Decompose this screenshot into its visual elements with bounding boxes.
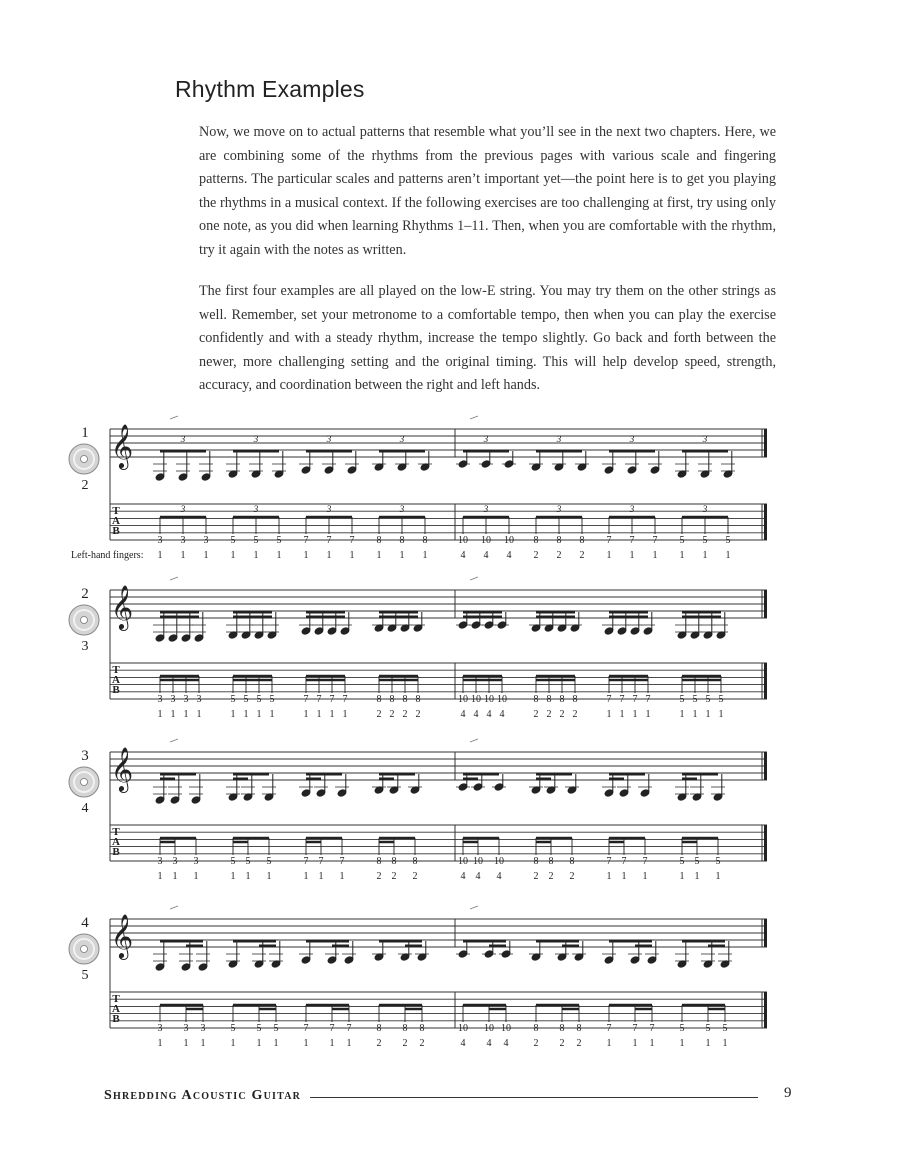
finger-number: 4 bbox=[475, 871, 481, 882]
intro-paragraph: Now, we move on to actual patterns that resemble what you’ll see in the next two chapters. Here, we are combining some of the rhythms from the previous pages with various scale and fingering patterns. The particular scales and patterns aren’t important yet—the point here is to get you playing the rhythms in a musical context. If the following exercises are too challenging at first, try using only one note, as you did when learning Rhythms 1–11. Then, when you are comfortable with the rhythm, try it again with the notes as written. bbox=[199, 124, 776, 258]
finger-number: 1 bbox=[196, 709, 202, 720]
tab-letter-a: A bbox=[112, 1003, 120, 1015]
finger-number: 1 bbox=[606, 1038, 612, 1049]
tab-letter-b: B bbox=[112, 846, 120, 858]
fret-number: 7 bbox=[606, 535, 612, 546]
final-barline-thick bbox=[764, 590, 767, 618]
fret-number: 10 bbox=[497, 694, 507, 705]
finger-number: 1 bbox=[722, 1038, 728, 1049]
fret-number: 7 bbox=[316, 694, 322, 705]
tab-letter-t: T bbox=[112, 826, 120, 838]
finger-number: 1 bbox=[203, 550, 209, 561]
fret-number: 8 bbox=[412, 856, 418, 867]
fret-number: 8 bbox=[576, 1023, 582, 1034]
final-barline-thick bbox=[764, 825, 767, 861]
fret-number: 3 bbox=[200, 1023, 206, 1034]
finger-number: 2 bbox=[376, 871, 382, 882]
fret-number: 3 bbox=[180, 535, 186, 546]
fret-number: 8 bbox=[419, 1023, 425, 1034]
finger-number: 1 bbox=[200, 1038, 206, 1049]
finger-number: 1 bbox=[342, 709, 348, 720]
fret-number: 10 bbox=[481, 535, 491, 546]
fret-number: 8 bbox=[422, 535, 428, 546]
finger-number: 1 bbox=[329, 709, 335, 720]
tab-letter-b: B bbox=[112, 525, 120, 537]
final-barline-thick bbox=[764, 992, 767, 1028]
fret-number: 10 bbox=[473, 856, 483, 867]
finger-number: 1 bbox=[725, 550, 731, 561]
finger-number: 1 bbox=[694, 871, 700, 882]
fret-number: 3 bbox=[170, 694, 176, 705]
fret-number: 7 bbox=[303, 694, 309, 705]
final-barline-thick bbox=[764, 429, 767, 457]
fret-number: 10 bbox=[484, 694, 494, 705]
fret-number: 8 bbox=[402, 1023, 408, 1034]
fret-number: 8 bbox=[533, 535, 539, 546]
position-marker bbox=[170, 416, 178, 419]
fret-number: 7 bbox=[339, 856, 345, 867]
fret-number: 7 bbox=[303, 535, 309, 546]
fret-number: 7 bbox=[629, 535, 635, 546]
finger-number: 2 bbox=[546, 709, 552, 720]
fret-number: 10 bbox=[504, 535, 514, 546]
finger-number: 2 bbox=[579, 550, 585, 561]
position-marker bbox=[170, 577, 178, 580]
treble-clef: 𝄞 bbox=[110, 749, 134, 791]
finger-number: 1 bbox=[339, 871, 345, 882]
tab-letter-b: B bbox=[112, 1013, 120, 1025]
finger-number: 1 bbox=[269, 709, 275, 720]
treble-clef: 𝄞 bbox=[110, 426, 134, 468]
fret-number: 5 bbox=[276, 535, 282, 546]
tab-letter-a: A bbox=[112, 674, 120, 686]
fret-number: 8 bbox=[559, 694, 565, 705]
finger-number: 1 bbox=[256, 709, 262, 720]
finger-number: 1 bbox=[316, 709, 322, 720]
finger-number: 1 bbox=[705, 1038, 711, 1049]
finger-number: 2 bbox=[533, 871, 539, 882]
finger-number: 1 bbox=[715, 871, 721, 882]
finger-number: 1 bbox=[157, 709, 163, 720]
fret-number: 5 bbox=[256, 694, 262, 705]
cd-icon-hole bbox=[81, 456, 88, 463]
finger-number: 1 bbox=[183, 1038, 189, 1049]
finger-number: 2 bbox=[402, 709, 408, 720]
fret-number: 5 bbox=[679, 535, 685, 546]
tab-triplet-number: 3 bbox=[399, 504, 405, 514]
position-marker bbox=[470, 739, 478, 742]
final-barline-thick bbox=[764, 504, 767, 540]
fret-number: 5 bbox=[230, 535, 236, 546]
fret-number: 3 bbox=[157, 694, 163, 705]
tab-letter-a: A bbox=[112, 836, 120, 848]
finger-number: 1 bbox=[629, 550, 635, 561]
finger-number: 4 bbox=[460, 871, 466, 882]
triplet-number: 3 bbox=[180, 434, 186, 444]
fret-number: 5 bbox=[692, 694, 698, 705]
finger-number: 2 bbox=[548, 871, 554, 882]
fret-number: 7 bbox=[349, 535, 355, 546]
finger-number: 4 bbox=[506, 550, 512, 561]
fret-number: 7 bbox=[645, 694, 651, 705]
fret-number: 7 bbox=[303, 1023, 309, 1034]
position-marker bbox=[170, 906, 178, 909]
tab-letter-a: A bbox=[112, 515, 120, 527]
cd-icon-hole bbox=[81, 779, 88, 786]
fret-number: 3 bbox=[183, 694, 189, 705]
track-number: 5 bbox=[81, 968, 89, 983]
fret-number: 8 bbox=[376, 535, 382, 546]
finger-number: 1 bbox=[172, 871, 178, 882]
finger-number: 2 bbox=[533, 709, 539, 720]
finger-number: 1 bbox=[632, 1038, 638, 1049]
fret-number: 5 bbox=[718, 694, 724, 705]
finger-number: 1 bbox=[303, 1038, 309, 1049]
fret-number: 5 bbox=[705, 1023, 711, 1034]
finger-number: 1 bbox=[718, 709, 724, 720]
fret-number: 7 bbox=[649, 1023, 655, 1034]
finger-number: 1 bbox=[679, 1038, 685, 1049]
fret-number: 5 bbox=[269, 694, 275, 705]
fret-number: 5 bbox=[230, 1023, 236, 1034]
finger-number: 2 bbox=[559, 709, 565, 720]
finger-number: 4 bbox=[460, 709, 466, 720]
triplet-number: 3 bbox=[253, 434, 259, 444]
finger-number: 4 bbox=[473, 709, 479, 720]
finger-number: 4 bbox=[460, 550, 466, 561]
fret-number: 10 bbox=[458, 535, 468, 546]
finger-number: 2 bbox=[402, 1038, 408, 1049]
fret-number: 10 bbox=[471, 694, 481, 705]
fret-number: 8 bbox=[533, 1023, 539, 1034]
fret-number: 5 bbox=[679, 694, 685, 705]
triplet-number: 3 bbox=[702, 434, 708, 444]
fret-number: 7 bbox=[606, 856, 612, 867]
footer-book-title: Shredding Acoustic Guitar bbox=[104, 1088, 302, 1103]
page-number: 9 bbox=[784, 1085, 792, 1101]
fret-number: 5 bbox=[694, 856, 700, 867]
fret-number: 5 bbox=[725, 535, 731, 546]
fret-number: 5 bbox=[702, 535, 708, 546]
finger-number: 1 bbox=[266, 871, 272, 882]
fret-number: 7 bbox=[303, 856, 309, 867]
fret-number: 5 bbox=[679, 856, 685, 867]
finger-number: 1 bbox=[230, 1038, 236, 1049]
example-number: 2 bbox=[81, 586, 89, 602]
finger-number: 1 bbox=[303, 871, 309, 882]
fret-number: 5 bbox=[253, 535, 259, 546]
final-barline-thick bbox=[764, 919, 767, 947]
fret-number: 5 bbox=[679, 1023, 685, 1034]
fret-number: 7 bbox=[642, 856, 648, 867]
fret-number: 5 bbox=[705, 694, 711, 705]
finger-number: 1 bbox=[645, 709, 651, 720]
finger-number: 1 bbox=[157, 550, 163, 561]
fret-number: 8 bbox=[402, 694, 408, 705]
position-marker bbox=[470, 906, 478, 909]
fret-number: 7 bbox=[326, 535, 332, 546]
finger-number: 2 bbox=[556, 550, 562, 561]
fret-number: 10 bbox=[484, 1023, 494, 1034]
fret-number: 3 bbox=[196, 694, 202, 705]
fret-number: 10 bbox=[458, 694, 468, 705]
finger-number: 1 bbox=[273, 1038, 279, 1049]
finger-number: 1 bbox=[329, 1038, 335, 1049]
finger-number: 2 bbox=[419, 1038, 425, 1049]
finger-number: 1 bbox=[276, 550, 282, 561]
finger-number: 1 bbox=[243, 709, 249, 720]
instructions-paragraph: The first four examples are all played on the low-E string. You may try them on the other strings as well. Remember, set your metronome to a comfortable tempo, then when you can play the exercise confidently and with a steady rhythm, increase the tempo slightly. Go back and forth between the newer, more challenging setting and the original timing. This will help develop speed, strength, accuracy, and coordination between the right and left hands. bbox=[199, 283, 776, 393]
finger-number: 2 bbox=[533, 1038, 539, 1049]
fret-number: 5 bbox=[230, 694, 236, 705]
finger-number: 1 bbox=[702, 550, 708, 561]
fret-number: 10 bbox=[458, 856, 468, 867]
finger-number: 2 bbox=[572, 709, 578, 720]
finger-number: 1 bbox=[679, 709, 685, 720]
fret-number: 3 bbox=[193, 856, 199, 867]
fret-number: 7 bbox=[606, 1023, 612, 1034]
finger-number: 4 bbox=[483, 550, 489, 561]
finger-number: 1 bbox=[649, 1038, 655, 1049]
finger-number: 1 bbox=[180, 550, 186, 561]
cd-icon-hole bbox=[81, 946, 88, 953]
fret-number: 5 bbox=[722, 1023, 728, 1034]
tab-letter-t: T bbox=[112, 505, 120, 517]
triplet-number: 3 bbox=[629, 434, 635, 444]
finger-number: 1 bbox=[621, 871, 627, 882]
final-barline-thick bbox=[764, 663, 767, 699]
fret-number: 3 bbox=[157, 856, 163, 867]
track-number: 2 bbox=[81, 478, 89, 493]
fret-number: 5 bbox=[715, 856, 721, 867]
fret-number: 7 bbox=[342, 694, 348, 705]
finger-number: 4 bbox=[499, 709, 505, 720]
fret-number: 8 bbox=[376, 1023, 382, 1034]
finger-number: 2 bbox=[412, 871, 418, 882]
finger-number: 1 bbox=[422, 550, 428, 561]
triplet-number: 3 bbox=[326, 434, 332, 444]
finger-number: 2 bbox=[389, 709, 395, 720]
finger-number: 1 bbox=[256, 1038, 262, 1049]
cd-icon-hole bbox=[81, 617, 88, 624]
finger-number: 1 bbox=[183, 709, 189, 720]
fret-number: 8 bbox=[389, 694, 395, 705]
finger-number: 1 bbox=[230, 709, 236, 720]
treble-clef: 𝄞 bbox=[110, 916, 134, 958]
footer-rule bbox=[310, 1097, 758, 1098]
finger-number: 1 bbox=[193, 871, 199, 882]
finger-number: 1 bbox=[399, 550, 405, 561]
track-number: 4 bbox=[81, 801, 89, 816]
fret-number: 8 bbox=[559, 1023, 565, 1034]
fret-number: 7 bbox=[619, 694, 625, 705]
fret-number: 7 bbox=[318, 856, 324, 867]
triplet-number: 3 bbox=[399, 434, 405, 444]
fret-number: 3 bbox=[172, 856, 178, 867]
fret-number: 7 bbox=[329, 694, 335, 705]
finger-number: 2 bbox=[376, 1038, 382, 1049]
tab-triplet-number: 3 bbox=[629, 504, 635, 514]
finger-number: 1 bbox=[606, 709, 612, 720]
tab-triplet-number: 3 bbox=[253, 504, 259, 514]
finger-number: 4 bbox=[486, 1038, 492, 1049]
finger-number: 1 bbox=[705, 709, 711, 720]
tab-triplet-number: 3 bbox=[702, 504, 708, 514]
finger-number: 4 bbox=[486, 709, 492, 720]
finger-number: 1 bbox=[303, 709, 309, 720]
triplet-number: 3 bbox=[483, 434, 489, 444]
finger-number: 2 bbox=[376, 709, 382, 720]
tab-triplet-number: 3 bbox=[483, 504, 489, 514]
finger-number: 1 bbox=[376, 550, 382, 561]
finger-number: 1 bbox=[642, 871, 648, 882]
finger-number: 1 bbox=[349, 550, 355, 561]
fret-number: 8 bbox=[376, 694, 382, 705]
example-number: 1 bbox=[81, 425, 89, 441]
section-heading: Rhythm Examples bbox=[175, 76, 365, 102]
fret-number: 10 bbox=[458, 1023, 468, 1034]
finger-number: 4 bbox=[503, 1038, 509, 1049]
fret-number: 8 bbox=[391, 856, 397, 867]
fret-number: 5 bbox=[243, 694, 249, 705]
finger-number: 1 bbox=[679, 871, 685, 882]
fret-number: 3 bbox=[183, 1023, 189, 1034]
finger-number: 4 bbox=[460, 1038, 466, 1049]
finger-number: 1 bbox=[245, 871, 251, 882]
fret-number: 8 bbox=[533, 694, 539, 705]
example-number: 4 bbox=[81, 915, 89, 931]
finger-number: 1 bbox=[632, 709, 638, 720]
fret-number: 8 bbox=[415, 694, 421, 705]
fret-number: 3 bbox=[203, 535, 209, 546]
track-number: 3 bbox=[81, 639, 89, 654]
tab-letter-t: T bbox=[112, 993, 120, 1005]
finger-number: 1 bbox=[157, 1038, 163, 1049]
position-marker bbox=[470, 416, 478, 419]
position-marker bbox=[470, 577, 478, 580]
finger-number: 2 bbox=[415, 709, 421, 720]
fret-number: 5 bbox=[273, 1023, 279, 1034]
finger-number: 2 bbox=[569, 871, 575, 882]
fret-number: 8 bbox=[548, 856, 554, 867]
finger-number: 1 bbox=[679, 550, 685, 561]
fret-number: 10 bbox=[494, 856, 504, 867]
finger-number: 1 bbox=[170, 709, 176, 720]
treble-clef: 𝄞 bbox=[110, 587, 134, 629]
tab-triplet-number: 3 bbox=[556, 504, 562, 514]
fingers-label: Left-hand fingers: bbox=[71, 550, 144, 561]
fret-number: 10 bbox=[501, 1023, 511, 1034]
fret-number: 8 bbox=[569, 856, 575, 867]
fret-number: 3 bbox=[157, 535, 163, 546]
final-barline-thick bbox=[764, 752, 767, 780]
fret-number: 5 bbox=[256, 1023, 262, 1034]
fret-number: 8 bbox=[399, 535, 405, 546]
finger-number: 4 bbox=[496, 871, 502, 882]
finger-number: 1 bbox=[230, 550, 236, 561]
fret-number: 7 bbox=[632, 694, 638, 705]
fret-number: 8 bbox=[546, 694, 552, 705]
finger-number: 1 bbox=[606, 550, 612, 561]
finger-number: 2 bbox=[576, 1038, 582, 1049]
fret-number: 7 bbox=[329, 1023, 335, 1034]
tab-triplet-number: 3 bbox=[180, 504, 186, 514]
finger-number: 1 bbox=[253, 550, 259, 561]
fret-number: 7 bbox=[346, 1023, 352, 1034]
fret-number: 5 bbox=[266, 856, 272, 867]
fret-number: 5 bbox=[245, 856, 251, 867]
finger-number: 1 bbox=[326, 550, 332, 561]
fret-number: 7 bbox=[606, 694, 612, 705]
finger-number: 1 bbox=[346, 1038, 352, 1049]
finger-number: 2 bbox=[533, 550, 539, 561]
finger-number: 1 bbox=[606, 871, 612, 882]
finger-number: 1 bbox=[652, 550, 658, 561]
triplet-number: 3 bbox=[556, 434, 562, 444]
finger-number: 1 bbox=[303, 550, 309, 561]
fret-number: 7 bbox=[652, 535, 658, 546]
finger-number: 1 bbox=[318, 871, 324, 882]
finger-number: 1 bbox=[619, 709, 625, 720]
tab-letter-t: T bbox=[112, 664, 120, 676]
fret-number: 7 bbox=[621, 856, 627, 867]
example-number: 3 bbox=[81, 748, 89, 764]
fret-number: 8 bbox=[579, 535, 585, 546]
fret-number: 5 bbox=[230, 856, 236, 867]
tab-letter-b: B bbox=[112, 684, 120, 696]
tab-triplet-number: 3 bbox=[326, 504, 332, 514]
fret-number: 8 bbox=[376, 856, 382, 867]
fret-number: 8 bbox=[533, 856, 539, 867]
fret-number: 7 bbox=[632, 1023, 638, 1034]
fret-number: 3 bbox=[157, 1023, 163, 1034]
finger-number: 2 bbox=[391, 871, 397, 882]
fret-number: 8 bbox=[572, 694, 578, 705]
finger-number: 2 bbox=[559, 1038, 565, 1049]
position-marker bbox=[170, 739, 178, 742]
finger-number: 1 bbox=[230, 871, 236, 882]
finger-number: 1 bbox=[692, 709, 698, 720]
fret-number: 8 bbox=[556, 535, 562, 546]
finger-number: 1 bbox=[157, 871, 163, 882]
